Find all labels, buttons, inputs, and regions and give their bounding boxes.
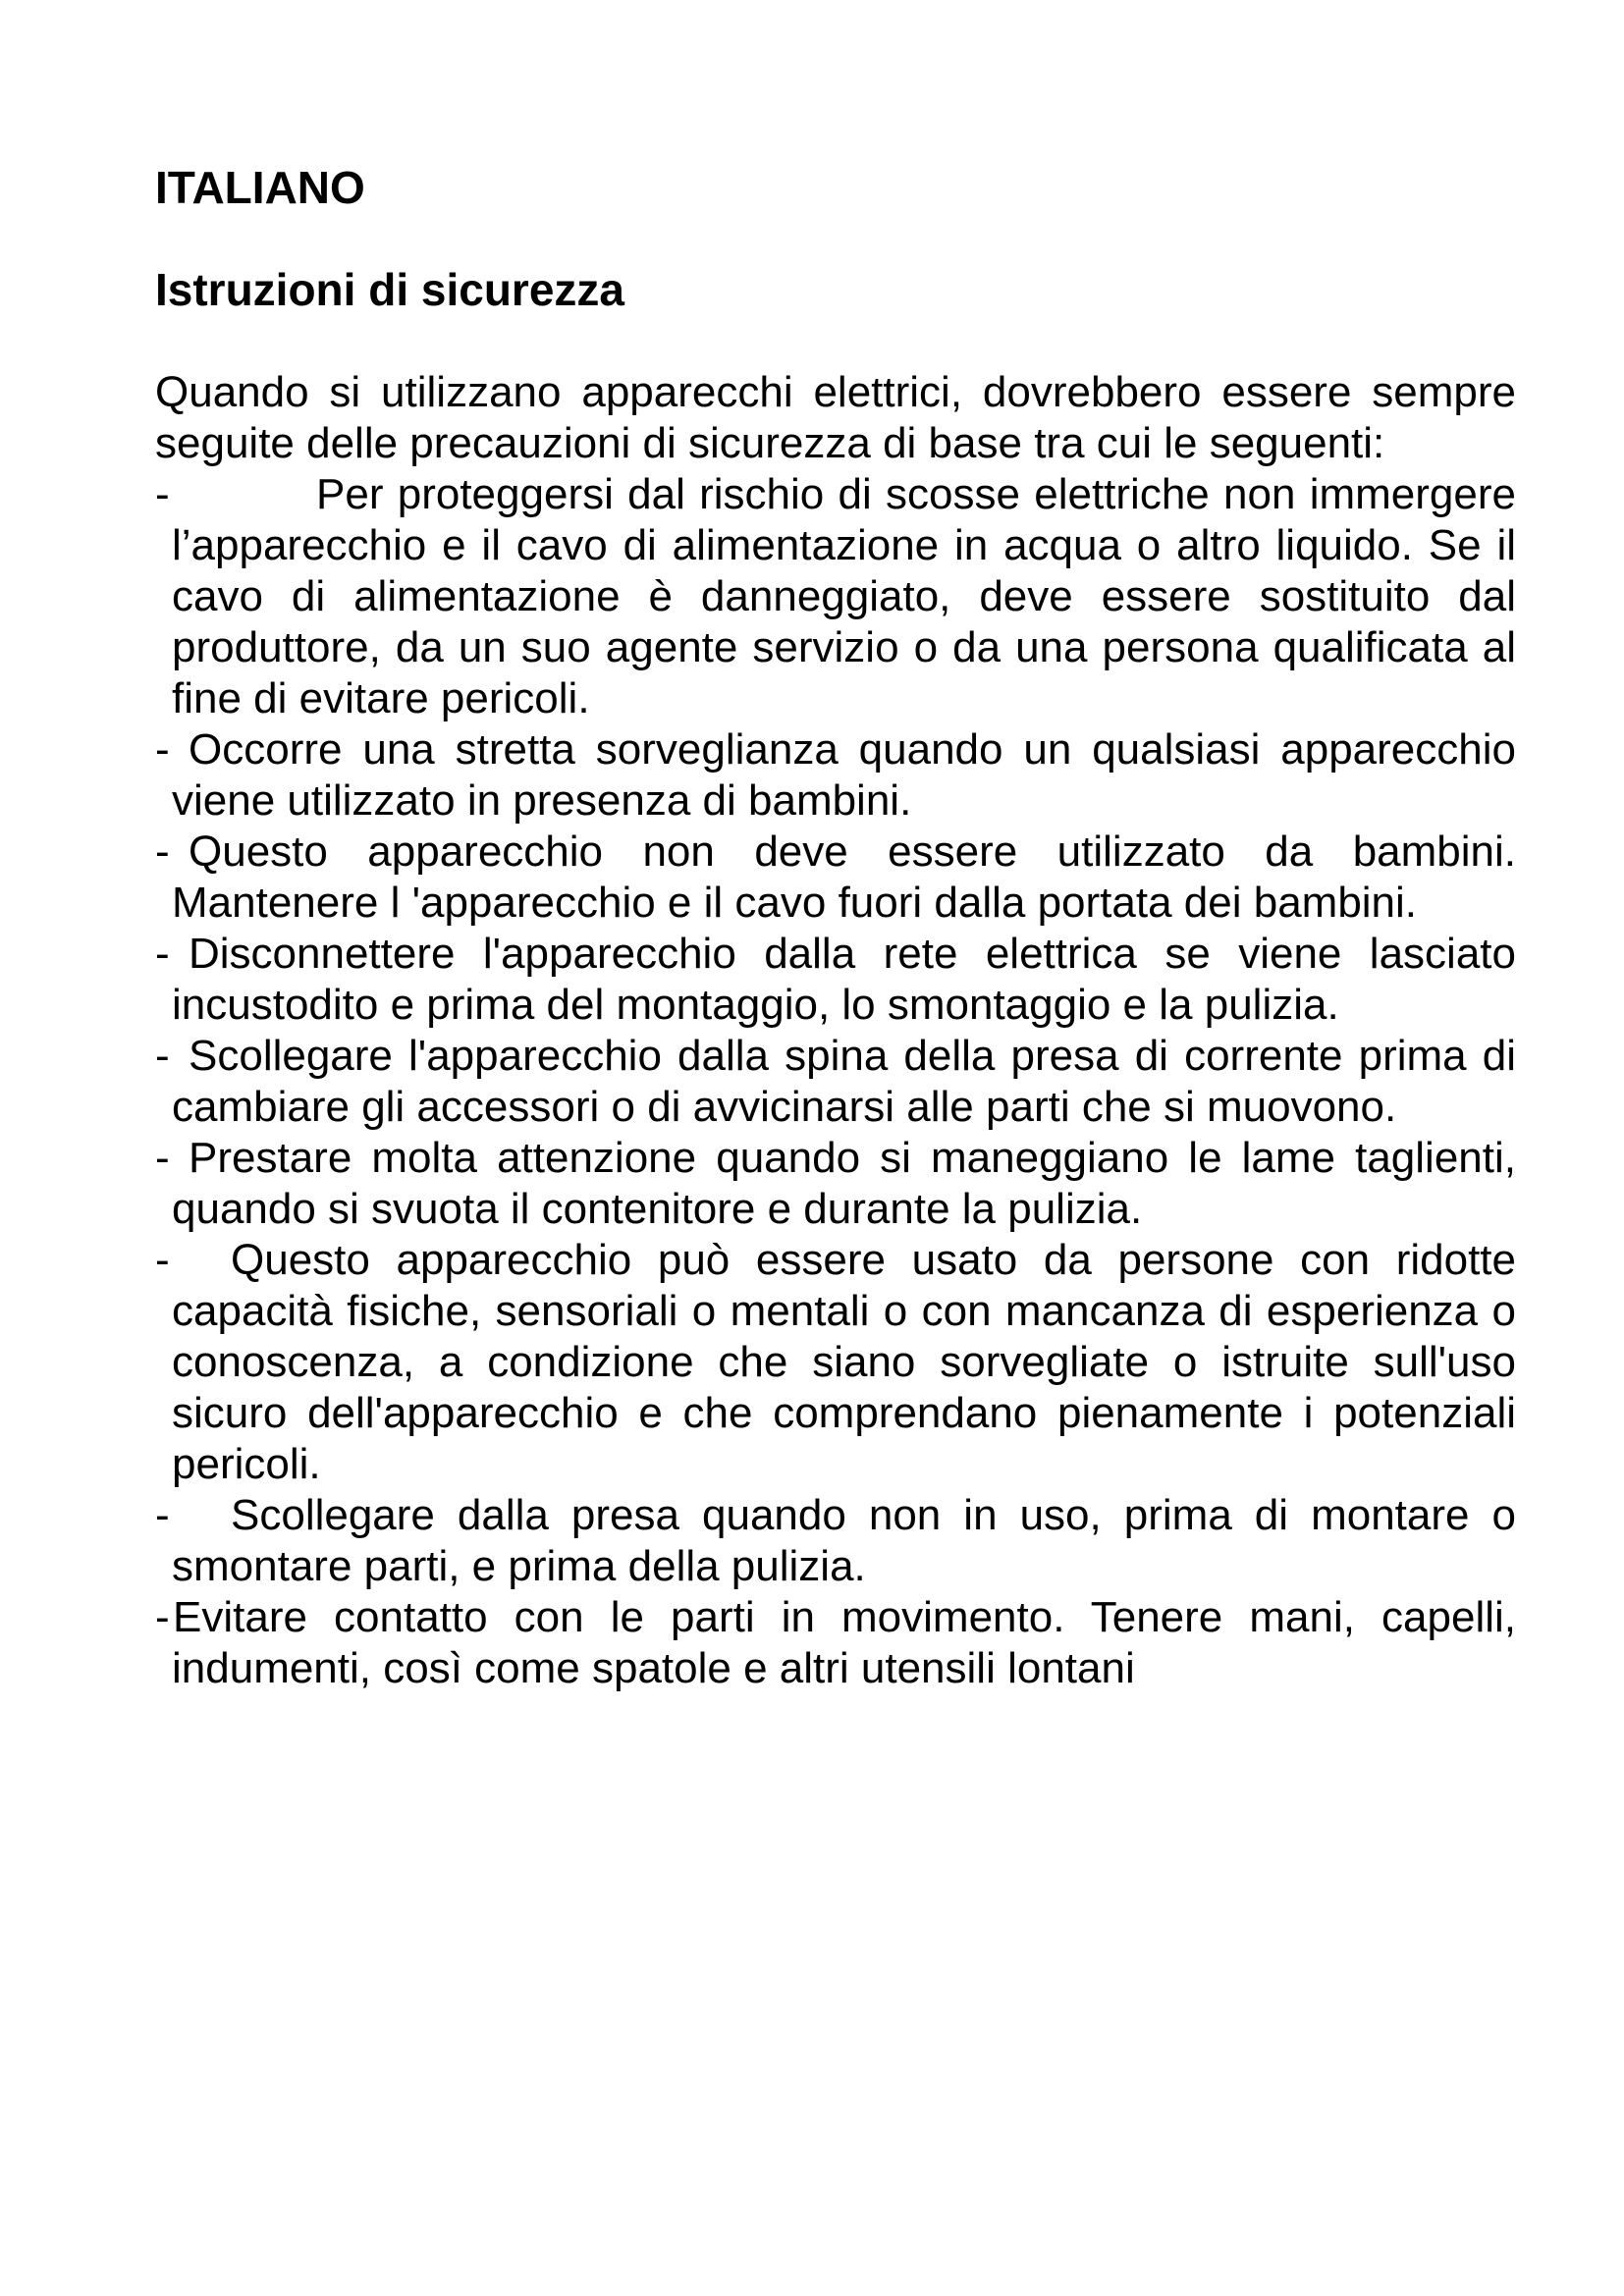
intro-paragraph: Quando si utilizzano apparecchi elettrici, dovrebbero essere sempre seguite delle precauzioni di sicurezza di base tra cui le seguenti: <box>155 368 1516 467</box>
list-dash: - <box>155 1134 170 1182</box>
list-item-text: Questo apparecchio può essere usato da persone con ridotte capacità fisiche, sensoriali o mentali o con mancanza di esperienza o conoscenza, a condizione che siano sorvegliate o istruite sull'uso sicuro dell'apparecchio e che comprendano pienamente i potenziali pericoli. <box>172 1236 1516 1488</box>
list-item-text: Disconnettere l'apparecchio dalla rete elettrica se viene lasciato incustodito e prima del montaggio, lo smontaggio e la pulizia. <box>172 930 1516 1029</box>
list-dash: - <box>155 828 170 876</box>
list-dash: - <box>155 1032 170 1080</box>
safety-instructions-list <box>155 469 1516 1694</box>
list-dash: - <box>155 1236 170 1284</box>
list-item <box>155 827 1516 929</box>
list-item-text: Per proteggersi dal rischio di scosse elettriche non immergere l’apparecchio e il cavo di alimentazione in acqua o altro liquido. Se il cavo di alimentazione è danneggiato, deve essere sostituito dal produttore, da un suo agente servizio o da una persona qualificata al fine di evitare pericoli. <box>172 470 1516 722</box>
list-item-text: Questo apparecchio non deve essere utilizzato da bambini. Mantenere l 'apparecchio e il cavo fuori dalla portata dei bambini. <box>172 828 1516 927</box>
list-item <box>155 1592 1516 1694</box>
language-heading: ITALIANO <box>155 162 365 213</box>
list-item-text: Prestare molta attenzione quando si maneggiano le lame taglienti, quando si svuota il contenitore e durante la pulizia. <box>172 1134 1516 1233</box>
list-dash: - <box>155 1491 170 1539</box>
list-dash: - <box>155 1593 170 1641</box>
list-item <box>155 1490 1516 1592</box>
list-dash: - <box>155 725 170 774</box>
list-item <box>155 724 1516 827</box>
section-heading: Istruzioni di sicurezza <box>155 264 624 315</box>
list-dash: - <box>155 930 170 978</box>
list-item-text: Occorre una stretta sorveglianza quando un qualsiasi apparecchio viene utilizzato in presenza di bambini. <box>172 725 1516 825</box>
list-item-text: Scollegare l'apparecchio dalla spina della presa di corrente prima di cambiare gli accessori o di avvicinarsi alle parti che si muovono. <box>172 1032 1516 1131</box>
list-dash: - <box>155 470 170 518</box>
list-item <box>155 929 1516 1031</box>
list-item-text: Evitare contatto con le parti in movimento. Tenere mani, capelli, indumenti, così come spatole e altri utensili lontani <box>172 1593 1516 1692</box>
document-body <box>155 367 1516 1694</box>
list-item <box>155 1133 1516 1235</box>
list-item <box>155 1235 1516 1490</box>
list-item-text: Scollegare dalla presa quando non in uso, prima di montare o smontare parti, e prima della pulizia. <box>172 1491 1516 1590</box>
list-item <box>155 469 1516 724</box>
list-item <box>155 1031 1516 1133</box>
